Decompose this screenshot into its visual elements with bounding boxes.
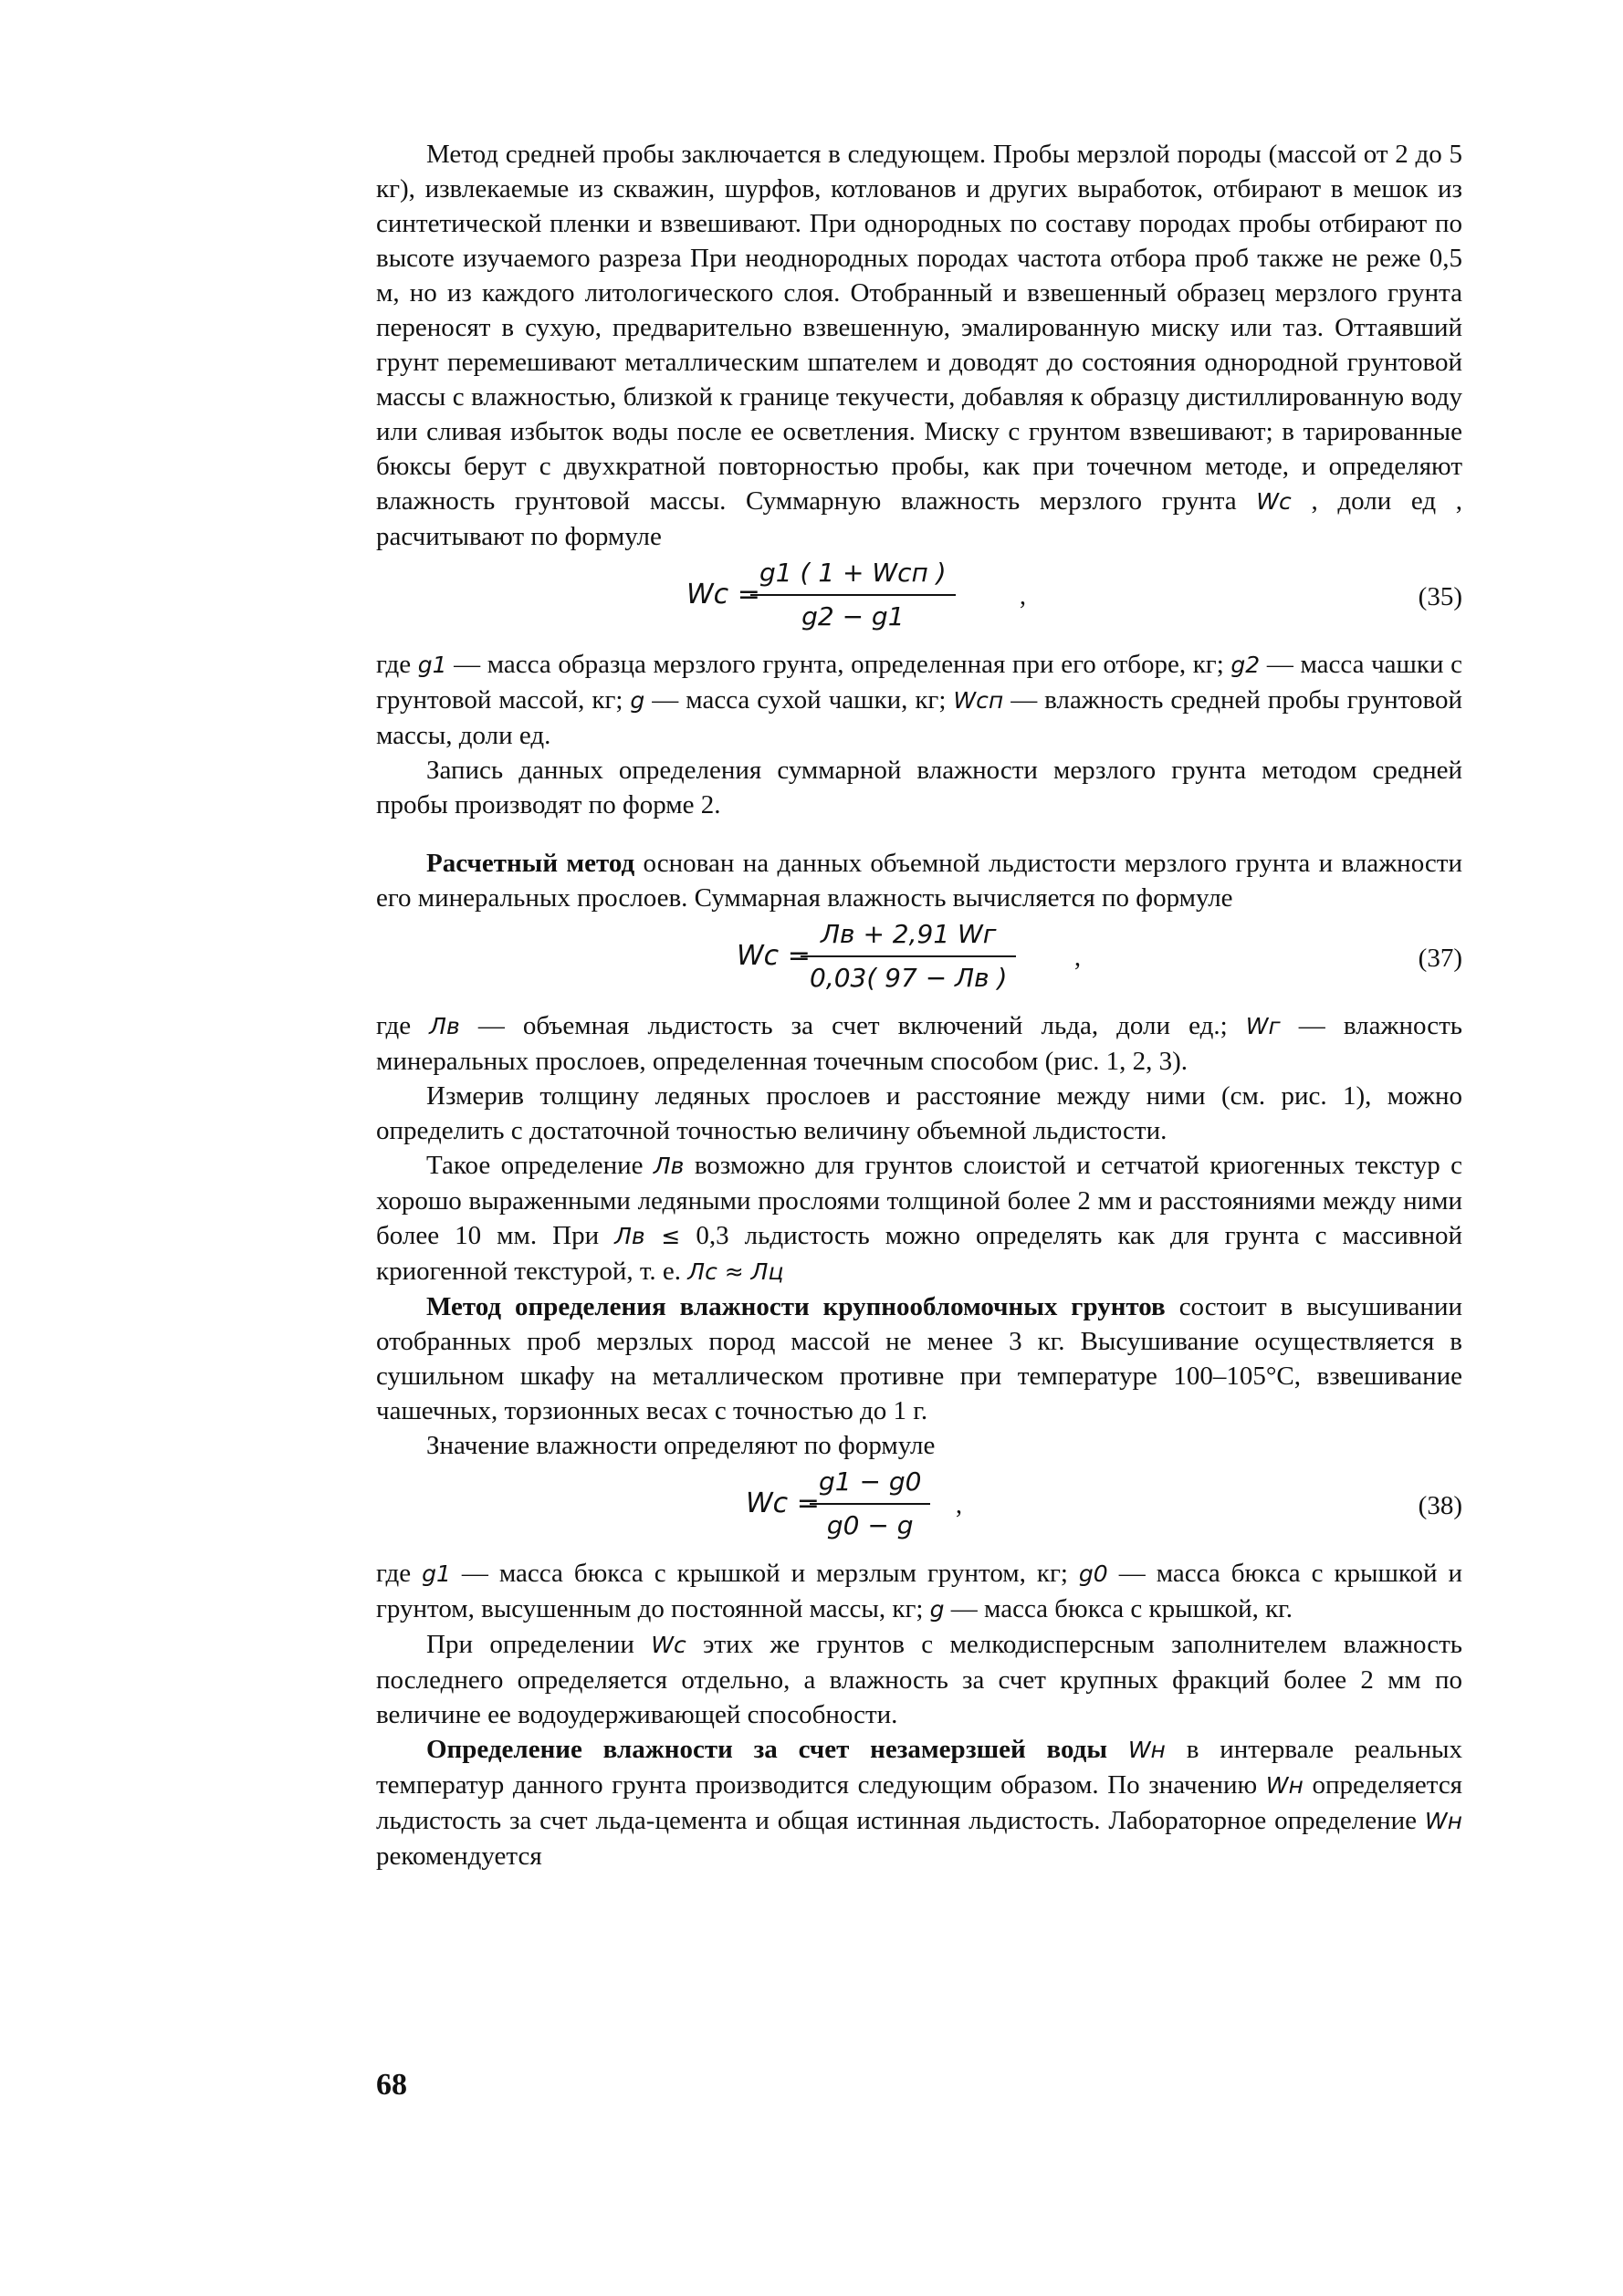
paragraph-definition — [376, 1148, 1462, 1289]
symbol-lv: Лв — [429, 1013, 460, 1039]
text: состоит в высушивании отобранных проб мерзлых пород массой не менее 3 кг. Высушивание осуществляется в сушильном шкафу на металлическом противне при температуре 100–105°С, взвешивание чашечных, торзионных весах с точностью до 1 г. — [376, 1292, 1462, 1425]
text: — масса чашки с грунтовой массой, кг; — [376, 650, 1462, 715]
symbol-wc: Wc — [651, 1632, 686, 1658]
equation-numerator: g1 − g0 — [810, 1465, 930, 1505]
symbol-wc: Wc — [1256, 488, 1292, 515]
symbol-wn: Wн — [1127, 1737, 1166, 1763]
text: — влажность минеральных прослоев, определенная точечным способом (рис. 1, 2, 3). — [376, 1011, 1463, 1076]
text: 0,3 льдистость можно определять как для грунта с массивной криогенной текстурой, т. е. — [376, 1221, 1463, 1286]
paragraph-measure: Измерив толщину ледяных прослоев и расстояние между ними (см. рис. 1), можно определить с достаточной точностью величину объемной льдистости. — [376, 1081, 1462, 1145]
text: основан на данных объемной льдистости мерзлого грунта и влажности его минеральных прослоев. Суммарная влажность вычисляется по формуле — [376, 849, 1462, 913]
symbol-g: g — [630, 687, 645, 714]
text: При определении — [426, 1630, 634, 1659]
text: — объемная льдистость за счет включений льда, доли ед.; — [477, 1011, 1228, 1040]
text: где — [376, 1559, 412, 1588]
paragraph-where-38 — [376, 1556, 1462, 1627]
equation-denominator: g2 − g1 — [801, 601, 905, 631]
paragraph-where-35 — [376, 647, 1462, 753]
text: — масса образца мерзлого грунта, определенная при его отборе, кг; — [454, 650, 1224, 679]
paragraph-calc-method — [376, 846, 1462, 915]
text: — масса бюкса с крышкой и грунтом, высушенным до постоянной массы, кг; — [376, 1559, 1463, 1623]
page-number: 68 — [376, 2068, 407, 2102]
text: — масса бюкса с крышкой и мерзлым грунтом, кг; — [461, 1559, 1068, 1588]
equation-lhs: Wc = — [686, 579, 760, 611]
paragraph-average-sample — [376, 137, 1462, 554]
symbol-lv-le: Лв ≤ — [614, 1223, 681, 1249]
text: рекомендуется — [376, 1842, 542, 1871]
symbol-wsp: Wсп — [953, 687, 1004, 714]
equation-35 — [376, 556, 1462, 645]
text: — влажность средней пробы грунтовой массы, доли ед. — [376, 685, 1463, 750]
equation-fraction — [801, 917, 1016, 996]
text: в интервале реальных температур данного грунта производится следующим образом. По значению — [376, 1735, 1462, 1800]
equation-lhs: Wc = — [746, 1487, 820, 1519]
text: Такое определение — [426, 1151, 644, 1180]
symbol-g: g — [929, 1596, 945, 1623]
equation-37 — [376, 917, 1462, 1007]
page-body — [376, 137, 1462, 1873]
bold-heading: Определение влажности за счет незамерзшей воды — [426, 1735, 1107, 1764]
equation-number: (35) — [1418, 582, 1462, 611]
paragraph-coarse-method — [376, 1289, 1462, 1428]
text: — масса бюкса с крышкой, кг. — [950, 1594, 1293, 1623]
symbol-g1: g1 — [417, 652, 447, 678]
text: этих же грунтов с мелкодисперсным заполнителем влажность последнего определяется отдельно, а влажность за счет крупных фракций более 2 мм по величине ее водоудерживающей способности. — [376, 1630, 1463, 1729]
equation-38 — [376, 1465, 1462, 1554]
bold-lead: Метод средней пробы заключается в следующем. Пробы мерзлой породы (массой от 2 до 5 кг), извлекаемые из скважин, шурфов, котлованов и других выработок, отбирают в мешок из синтетической пленки и взвешивают. При однородных по составу породах пробы отбирают по высоте изучаемого разреза При неоднородных породах частота отбора проб также не реже 0,5 м, но из каждого литологического слоя. Отобранный и взвешенный образец мерзлого грунта переносят в сухую, предварительно взвешенную, эмалированную миску или таз. Оттаявший грунт перемешивают металлическим шпателем и доводят до состояния однородной грунтовой массы с влажностью, близкой к границе текучести, добавляя к образцу дистиллированную воду или сливая избыток воды после ее осветления. Миску с грунтом взвешивают; в тарированные бюксы берут с двухкратной повторностью пробы, как при точечном методе, и определяют влажность грунтовой массы. Суммарную влажность мерзлого грунта — [376, 140, 1462, 516]
paragraph-where-37 — [376, 1008, 1462, 1079]
equation-comma: , — [1020, 582, 1026, 611]
equation-lhs: Wc = — [737, 940, 811, 972]
symbol-wn: Wн — [1265, 1772, 1304, 1799]
symbol-g2: g2 — [1230, 652, 1261, 678]
paragraph-formula-intro: Значение влажности определяют по формуле — [426, 1431, 936, 1460]
equation-denominator: g0 − g — [826, 1510, 914, 1540]
equation-numerator: g1 ( 1 + Wсп ) — [750, 556, 956, 596]
text: где — [376, 1011, 412, 1040]
equation-comma: , — [1074, 944, 1081, 972]
text: где — [376, 650, 412, 679]
paragraph-fine-filler — [376, 1627, 1462, 1732]
equation-fraction — [750, 556, 956, 634]
equation-denominator: 0,03( 97 − Лв ) — [810, 963, 1008, 993]
symbol-g0: g0 — [1078, 1560, 1108, 1587]
paragraph-text: , доли ед , расчитывают по формуле — [376, 486, 1463, 551]
equation-number: (37) — [1418, 944, 1462, 973]
equation-fraction — [810, 1465, 930, 1543]
symbol-wn: Wн — [1424, 1808, 1462, 1834]
symbol-g1: g1 — [422, 1560, 451, 1587]
text: возможно для грунтов слоистой и сетчатой криогенных текстур с хорошо выраженными ледяными прослоями толщиной более 2 мм и расстояниями между ними более 10 мм. При — [376, 1151, 1463, 1250]
equation-number: (38) — [1418, 1491, 1462, 1520]
text: — масса сухой чашки, кг; — [652, 685, 947, 715]
symbol-lv: Лв — [653, 1153, 685, 1179]
paragraph-unfrozen-water — [376, 1732, 1462, 1873]
bold-heading: Метод определения влажности крупнообломочных грунтов — [426, 1292, 1166, 1321]
symbol-wg: Wг — [1245, 1013, 1281, 1039]
paragraph-record-form: Запись данных определения суммарной влажности мерзлого грунта методом средней пробы производят по форме 2. — [376, 756, 1462, 819]
equation-numerator: Лв + 2,91 Wг — [801, 917, 1016, 957]
symbol-lc-approx: Лс ≈ Лц — [687, 1258, 784, 1285]
text: определяется льдистость за счет льда-цемента и общая истинная льдистость. Лабораторное определение — [376, 1770, 1463, 1835]
equation-comma: , — [956, 1491, 962, 1519]
bold-heading: Расчетный метод — [426, 849, 635, 878]
